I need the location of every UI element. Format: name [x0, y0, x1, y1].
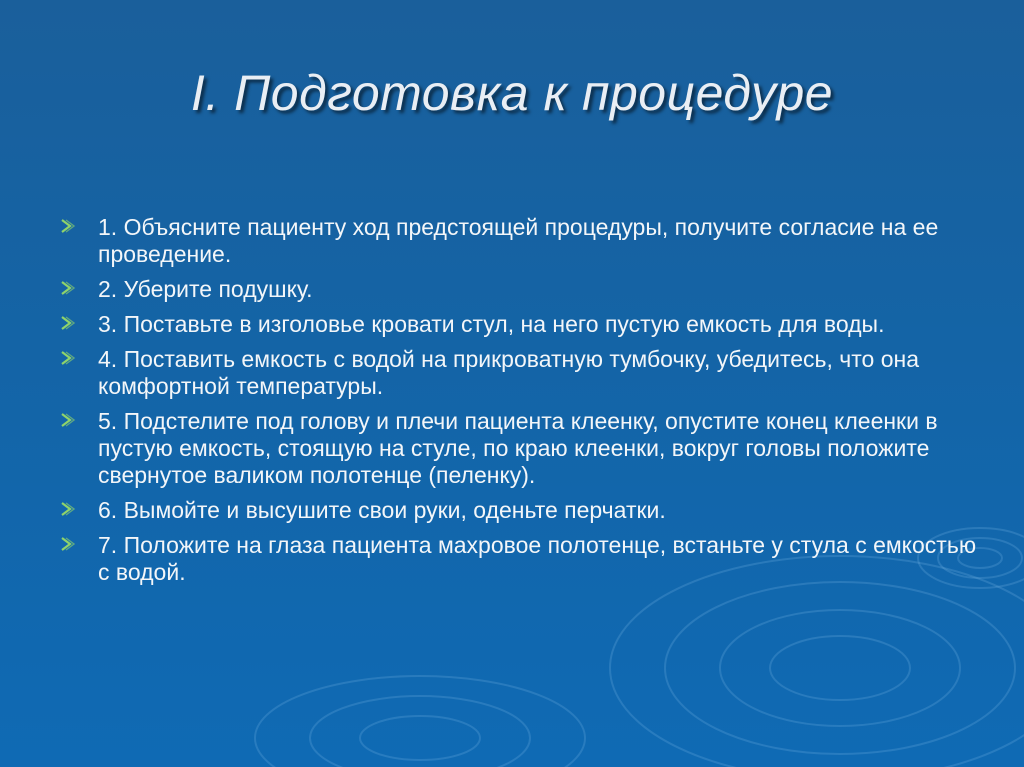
chevron-right-icon — [58, 217, 76, 235]
chevron-right-icon — [58, 535, 76, 553]
list-item — [58, 346, 978, 400]
chevron-right-icon — [58, 349, 76, 367]
list-item — [58, 276, 978, 303]
list-item-text: 2. Уберите подушку. — [98, 276, 313, 302]
list-item — [58, 311, 978, 338]
list-item — [58, 214, 978, 268]
list-item-text: 5. Подстелите под голову и плечи пациента клеенку, опустите конец клеенки в пустую емкость, стоящую на стуле, по краю клеенки, вокруг головы положите свернутое валиком полотенце (пеленку). — [98, 408, 938, 488]
chevron-right-icon — [58, 314, 76, 332]
list-item — [58, 408, 978, 489]
list-item — [58, 532, 978, 586]
slide-title: I. Подготовка к процедуре — [190, 65, 834, 121]
bullet-list — [58, 214, 978, 594]
chevron-right-icon — [58, 500, 76, 518]
list-item-text: 4. Поставить емкость с водой на прикроватную тумбочку, убедитесь, что она комфортной температуры. — [98, 346, 920, 399]
chevron-right-icon — [58, 411, 76, 429]
list-item-text: 1. Объясните пациенту ход предстоящей процедуры, получите согласие на ее проведение. — [98, 214, 939, 267]
list-item-text: 6. Вымойте и высушите свои руки, оденьте перчатки. — [98, 497, 666, 523]
list-item-text: 3. Поставьте в изголовье кровати стул, на него пустую емкость для воды. — [98, 311, 885, 337]
list-item-text: 7. Положите на глаза пациента махровое полотенце, встаньте у стула с емкостью с водой. — [98, 532, 977, 585]
list-item — [58, 497, 978, 524]
chevron-right-icon — [58, 279, 76, 297]
